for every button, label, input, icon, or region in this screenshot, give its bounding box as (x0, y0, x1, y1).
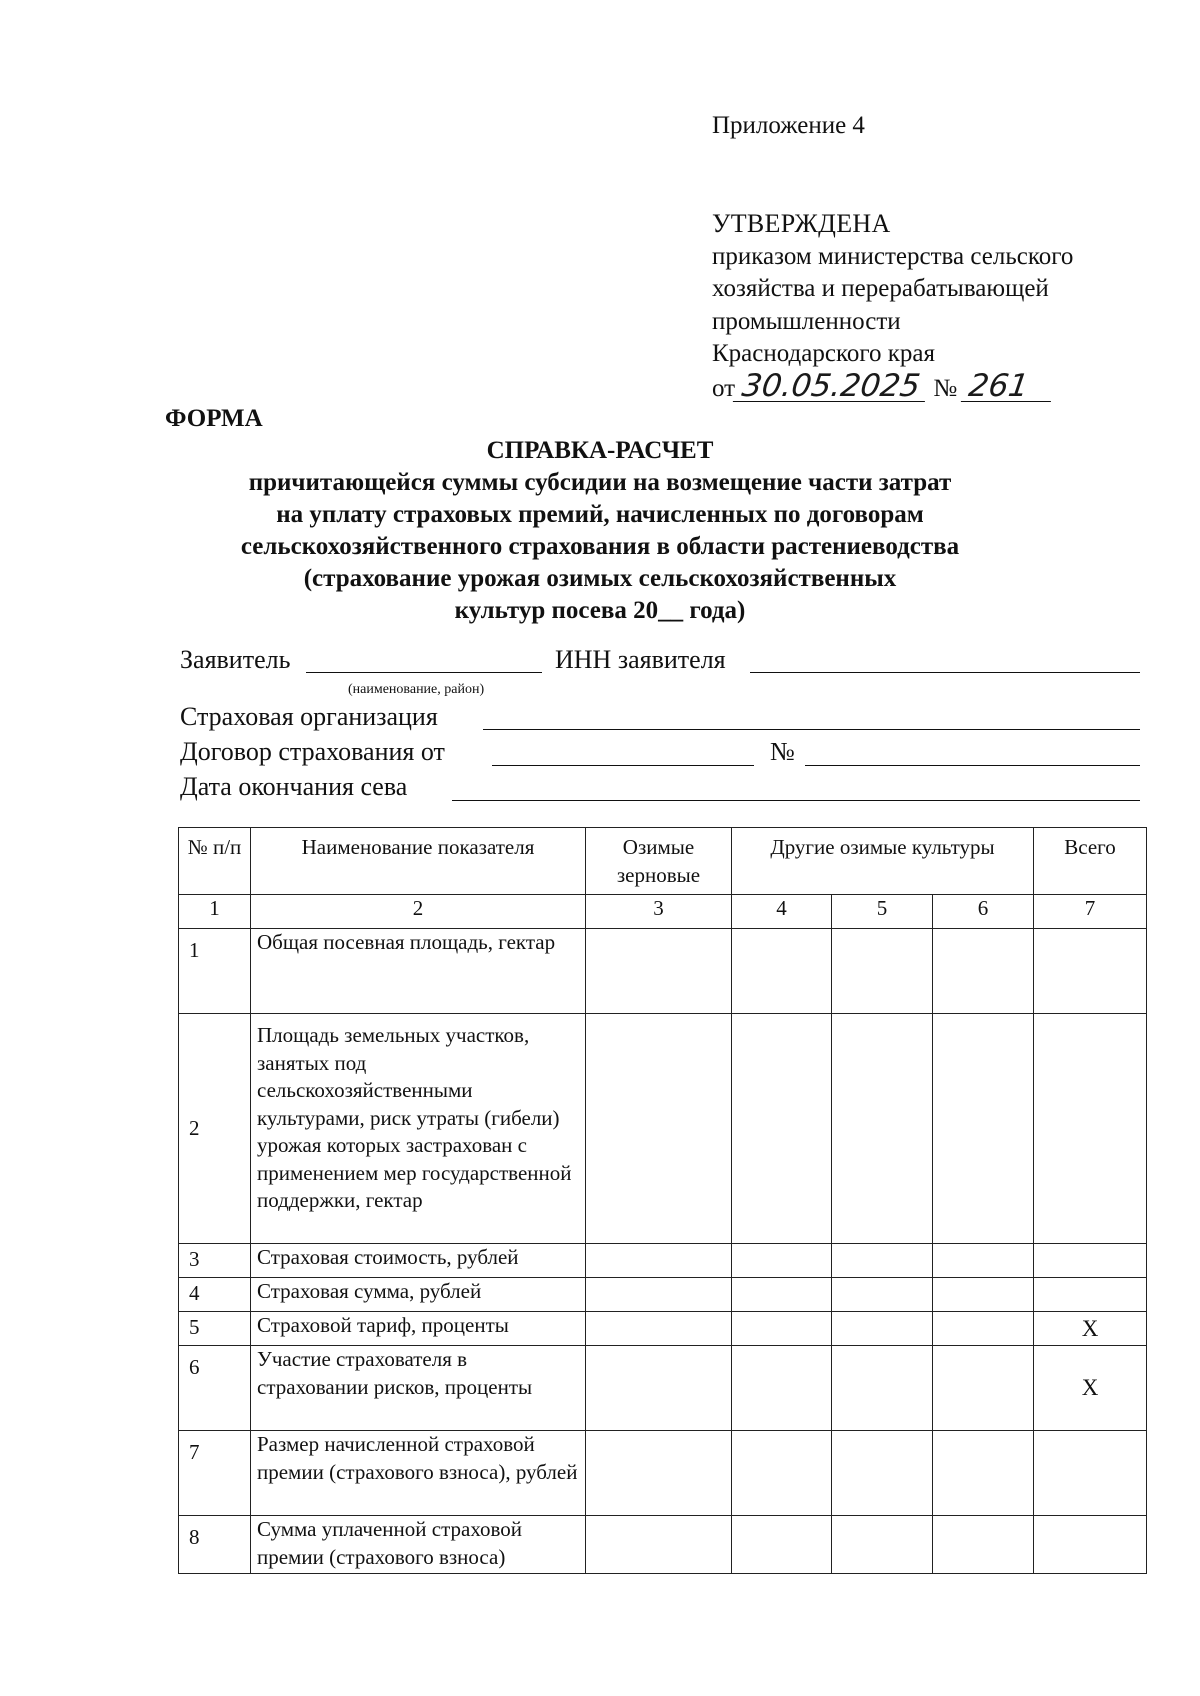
column-number: 3 (586, 895, 732, 929)
input-cell[interactable] (586, 1244, 732, 1278)
header-num: № п/п (179, 828, 251, 895)
table-row (179, 1014, 1147, 1244)
approval-line: хозяйства и перерабатывающей (712, 275, 1049, 302)
approval-line: промышленности (712, 307, 901, 335)
column-number: 7 (1034, 895, 1147, 929)
input-cell[interactable] (832, 1431, 933, 1516)
sowing-end-label: Дата окончания сева (180, 772, 408, 801)
insurer-input-line[interactable] (483, 729, 1140, 730)
sowing-end-row (180, 772, 407, 804)
inn-label: ИНН заявителя (555, 645, 726, 674)
input-cell[interactable] (832, 929, 933, 1014)
input-cell[interactable] (933, 929, 1034, 1014)
total-cell[interactable] (1034, 1014, 1147, 1244)
column-number-row (179, 895, 1147, 929)
total-cell[interactable] (1034, 1278, 1147, 1312)
row-label: Страховая сумма, рублей (251, 1278, 586, 1312)
table-header-row (179, 828, 1147, 895)
input-cell[interactable] (832, 1346, 933, 1431)
input-cell[interactable] (732, 929, 832, 1014)
appendix-label: Приложение 4 (712, 112, 865, 139)
approval-line: приказом министерства сельского (712, 242, 1074, 270)
header-name: Наименование показателя (251, 828, 586, 895)
forma-label: ФОРМА (165, 405, 263, 432)
header-total: Всего (1034, 828, 1147, 895)
row-label: Участие страхователя в страховании рисков, проценты (251, 1346, 586, 1431)
handwritten-order-number: 261 (961, 371, 1055, 402)
input-cell[interactable] (933, 1312, 1034, 1346)
input-cell[interactable] (732, 1278, 832, 1312)
row-number: 8 (179, 1516, 251, 1574)
order-date-number-line (712, 367, 1073, 406)
row-number: 2 (179, 1014, 251, 1244)
subtitle-line: на уплату страховых премий, начисленных по договорам (276, 501, 924, 528)
input-cell[interactable] (832, 1014, 933, 1244)
subsidy-calculation-table (178, 827, 1147, 1574)
column-number: 2 (251, 895, 586, 929)
applicant-input-line[interactable] (306, 672, 542, 673)
applicant-row (180, 645, 290, 677)
table-row (179, 1278, 1147, 1312)
input-cell[interactable] (933, 1346, 1034, 1431)
row-label: Общая посевная площадь, гектар (251, 929, 586, 1014)
contract-number-row (770, 737, 795, 769)
input-cell[interactable] (933, 1516, 1034, 1574)
row-number: 5 (179, 1312, 251, 1346)
subtitle-line: причитающейся суммы субсидии на возмещение части затрат (248, 469, 952, 496)
input-cell[interactable] (732, 1346, 832, 1431)
table-row (179, 1431, 1147, 1516)
input-cell[interactable] (933, 1014, 1034, 1244)
input-cell[interactable] (586, 1312, 732, 1346)
input-cell[interactable] (933, 1244, 1034, 1278)
row-label: Площадь земельных участков, занятых под сельскохозяйственными культурами, риск утраты (гибели) урожая которых застрахован с применением мер государственной поддержки, гектар (251, 1014, 586, 1244)
approval-block (712, 208, 1073, 405)
table-row (179, 1516, 1147, 1574)
applicant-label: Заявитель (180, 645, 291, 674)
applicant-hint: (наименование, район) (348, 682, 485, 697)
approved-title: УТВЕРЖДЕНА (712, 209, 891, 238)
input-cell[interactable] (732, 1312, 832, 1346)
approval-line: Краснодарского края (712, 340, 935, 367)
input-cell[interactable] (832, 1516, 933, 1574)
total-cell[interactable] (1034, 1516, 1147, 1574)
date-prefix: от (712, 374, 736, 402)
total-cell[interactable] (1034, 929, 1147, 1014)
input-cell[interactable] (732, 1014, 832, 1244)
inn-row (555, 645, 726, 677)
input-cell[interactable] (586, 1278, 732, 1312)
header-other-winter: Другие озимые культуры (732, 828, 1034, 895)
handwritten-order-date: 30.05.2025 (733, 371, 929, 402)
document-heading (150, 435, 1050, 627)
input-cell[interactable] (832, 1278, 933, 1312)
inn-input-line[interactable] (750, 672, 1140, 673)
input-cell[interactable] (732, 1244, 832, 1278)
sowing-end-input-line[interactable] (452, 800, 1140, 801)
input-cell[interactable] (586, 929, 732, 1014)
row-label: Сумма уплаченной страховой премии (страхового взноса) (251, 1516, 586, 1574)
document-title: СПРАВКА-РАСЧЕТ (486, 437, 714, 464)
table-row (179, 1312, 1147, 1346)
input-cell[interactable] (933, 1431, 1034, 1516)
subtitle-line: (страхование урожая озимых сельскохозяйственных (303, 565, 897, 592)
row-label: Страховой тариф, проценты (251, 1312, 586, 1346)
row-label: Размер начисленной страховой премии (страхового взноса), рублей (251, 1431, 586, 1516)
column-number: 5 (832, 895, 933, 929)
input-cell[interactable] (586, 1516, 732, 1574)
input-cell[interactable] (933, 1278, 1034, 1312)
contract-number-input-line[interactable] (805, 765, 1140, 766)
row-number: 1 (179, 929, 251, 1014)
table-row (179, 929, 1147, 1014)
input-cell[interactable] (586, 1014, 732, 1244)
column-number: 1 (179, 895, 251, 929)
table-row (179, 1346, 1147, 1431)
input-cell[interactable] (732, 1431, 832, 1516)
row-number: 3 (179, 1244, 251, 1278)
row-number: 4 (179, 1278, 251, 1312)
column-number: 4 (732, 895, 832, 929)
column-number: 6 (933, 895, 1034, 929)
subtitle-line: сельскохозяйственного страхования в области растениеводства (240, 533, 960, 560)
contract-date-input-line[interactable] (492, 765, 754, 766)
contract-label: Договор страхования от (180, 737, 445, 766)
input-cell[interactable] (832, 1312, 933, 1346)
subtitle-line: культур посева 20__ года) (454, 597, 746, 624)
insurer-row (180, 702, 438, 734)
row-number: 7 (179, 1431, 251, 1516)
total-cell[interactable] (1034, 1431, 1147, 1516)
table-row (179, 1244, 1147, 1278)
input-cell[interactable] (586, 1346, 732, 1431)
row-number: 6 (179, 1346, 251, 1431)
total-cell-not-applicable: X (1034, 1346, 1147, 1431)
number-prefix: № (933, 374, 958, 402)
row-label: Страховая стоимость, рублей (251, 1244, 586, 1278)
header-winter-grain: Озимые зерновые (586, 828, 732, 895)
total-cell-not-applicable: X (1034, 1312, 1147, 1346)
input-cell[interactable] (586, 1431, 732, 1516)
insurer-label: Страховая организация (180, 702, 438, 731)
input-cell[interactable] (832, 1244, 933, 1278)
total-cell[interactable] (1034, 1244, 1147, 1278)
contract-number-label: № (770, 737, 795, 766)
contract-row (180, 737, 445, 769)
input-cell[interactable] (732, 1516, 832, 1574)
